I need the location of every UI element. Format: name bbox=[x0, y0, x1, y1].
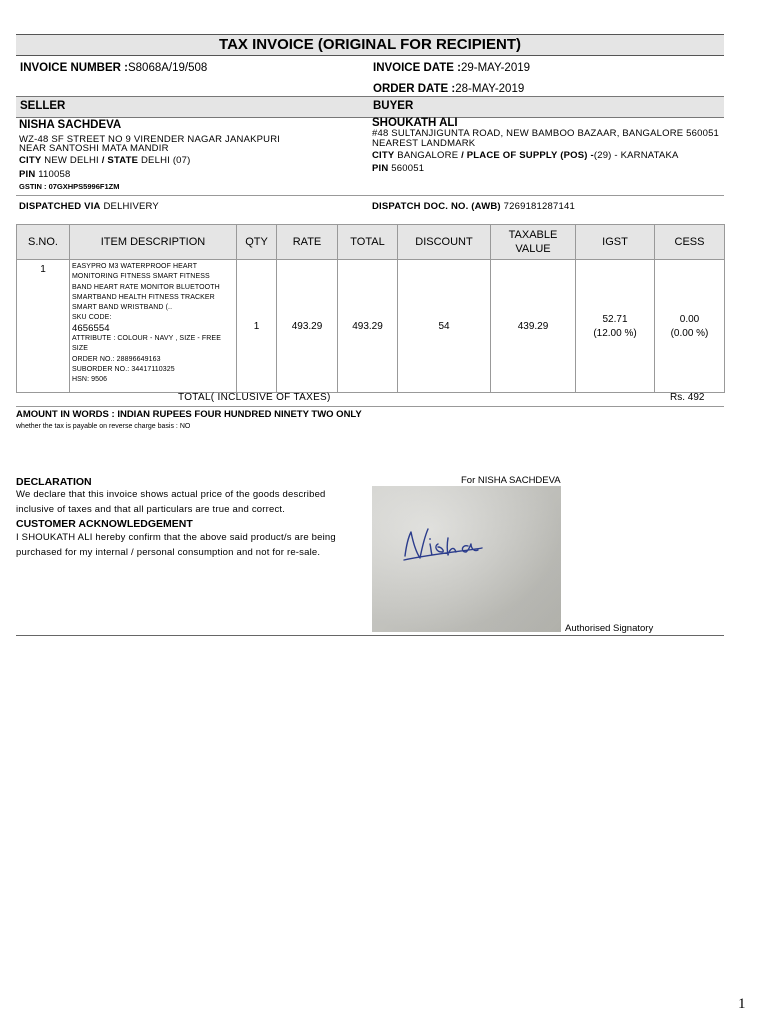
invoice-date bbox=[373, 62, 530, 74]
authorised-signatory: Authorised Signatory bbox=[565, 623, 654, 634]
declaration-text bbox=[16, 488, 326, 517]
dispatch-doc bbox=[372, 201, 575, 212]
cell-sno: 1 bbox=[17, 260, 70, 393]
signature-scribble bbox=[372, 486, 561, 632]
dispatched-via-value: DELHIVERY bbox=[103, 201, 159, 212]
declaration-line: We declare that this invoice shows actual price of the goods described bbox=[16, 489, 326, 500]
col-header-rate: RATE bbox=[277, 225, 338, 260]
buyer-name: SHOUKATH ALI bbox=[372, 117, 458, 129]
buyer-city-pos bbox=[372, 150, 679, 161]
invoice-number bbox=[20, 62, 207, 74]
igst-amount: 52.71 bbox=[602, 313, 628, 325]
seller-city-state bbox=[19, 155, 191, 166]
col-header-qty: QTY bbox=[237, 225, 277, 260]
invoice-title: TAX INVOICE (ORIGINAL FOR RECIPIENT) bbox=[16, 34, 724, 56]
attr-line: ATTRIBUTE : COLOUR - NAVY , SIZE - FREE bbox=[72, 335, 221, 343]
col-header-discount: DISCOUNT bbox=[398, 225, 491, 260]
buyer-pin-value: 560051 bbox=[391, 163, 425, 174]
acknowledgement-line: I SHOUKATH ALI hereby confirm that the above said product/s are being bbox=[16, 532, 336, 543]
total-label: TOTAL( INCLUSIVE OF TAXES) bbox=[178, 392, 331, 403]
desc-line: SMART BAND WRISTBAND (.. bbox=[72, 304, 173, 312]
cell-qty: 1 bbox=[237, 260, 277, 393]
seller-buyer-header bbox=[16, 96, 724, 118]
dispatched-via-label: DISPATCHED VIA bbox=[19, 201, 101, 212]
desc-line: SMARTBAND HEALTH FITNESS TRACKER bbox=[72, 293, 215, 301]
signature-image bbox=[372, 486, 561, 632]
dispatched-via bbox=[19, 201, 159, 212]
invoice-date-value: 29-MAY-2019 bbox=[460, 62, 531, 74]
declaration-heading: DECLARATION bbox=[16, 476, 92, 488]
acknowledgement-text bbox=[16, 531, 336, 560]
seller-name: NISHA SACHDEVA bbox=[19, 119, 122, 131]
buyer-pos-label: PLACE OF SUPPLY (POS) - bbox=[466, 150, 594, 161]
invoice-number-label: INVOICE NUMBER : bbox=[20, 62, 128, 74]
dispatch-doc-value: 7269181287141 bbox=[503, 201, 575, 212]
buyer-city-label: CITY bbox=[372, 150, 395, 161]
invoice-number-value: S8068A/19/508 bbox=[127, 62, 208, 74]
buyer-address-line2: NEAREST LANDMARK bbox=[372, 138, 476, 149]
seller-gstin: GSTIN : 07GXHPS5996F1ZM bbox=[19, 182, 120, 191]
order-date bbox=[373, 83, 524, 95]
col-header-description: ITEM DESCRIPTION bbox=[70, 225, 237, 260]
amount-in-words: AMOUNT IN WORDS : INDIAN RUPEES FOUR HUNDRED NINETY TWO ONLY bbox=[16, 409, 362, 420]
col-header-sno: S.NO. bbox=[17, 225, 70, 260]
seller-state-label: STATE bbox=[107, 155, 139, 166]
attr-line: HSN: 9506 bbox=[72, 376, 108, 384]
desc-line: BAND HEART RATE MONITOR BLUETOOTH bbox=[72, 283, 220, 291]
for-seller-label: For NISHA SACHDEVA bbox=[461, 475, 561, 486]
cell-igst bbox=[576, 260, 655, 393]
acknowledgement-line: purchased for my internal / personal consumption and not for re-sale. bbox=[16, 546, 321, 558]
seller-heading: SELLER bbox=[20, 100, 66, 112]
dispatch-doc-label: DISPATCH DOC. NO. (AWB) bbox=[372, 201, 501, 212]
cell-taxable: 439.29 bbox=[491, 260, 576, 393]
seller-city-value: NEW DELHI bbox=[44, 155, 99, 166]
col-header-total: TOTAL bbox=[338, 225, 398, 260]
desc-line: MONITORING FITNESS SMART FITNESS bbox=[72, 273, 210, 281]
acknowledgement-heading: CUSTOMER ACKNOWLEDGEMENT bbox=[16, 518, 193, 530]
declaration-line: inclusive of taxes and that all particulars are true and correct. bbox=[16, 503, 286, 515]
order-date-value: 28-MAY-2019 bbox=[455, 83, 525, 95]
desc-line: EASYPRO M3 WATERPROOF HEART bbox=[72, 263, 198, 270]
seller-state-value: DELHI (07) bbox=[141, 155, 191, 166]
seller-pin bbox=[19, 169, 70, 180]
total-value: Rs. 492 bbox=[670, 392, 705, 403]
buyer-heading: BUYER bbox=[373, 100, 414, 112]
seller-address-line2: NEAR SANTOSHI MATA MANDIR bbox=[19, 143, 169, 154]
cess-amount: 0.00 bbox=[679, 313, 700, 325]
sku-code: 4656554 bbox=[72, 322, 110, 334]
divider bbox=[16, 195, 724, 196]
seller-pin-value: 110058 bbox=[38, 169, 71, 180]
seller-slash: / bbox=[101, 155, 105, 166]
col-header-taxable: TAXABLE VALUE bbox=[491, 225, 576, 260]
desc-line: SKU CODE: bbox=[72, 314, 112, 322]
attr-line: SIZE bbox=[72, 345, 88, 353]
cell-cess bbox=[655, 260, 725, 393]
seller-pin-label: PIN bbox=[19, 169, 36, 180]
cell-total: 493.29 bbox=[338, 260, 398, 393]
buyer-pos-value: (29) - KARNATAKA bbox=[593, 150, 679, 161]
buyer-slash: / bbox=[461, 150, 464, 161]
igst-rate: (12.00 %) bbox=[593, 327, 637, 339]
buyer-pin bbox=[372, 163, 424, 174]
buyer-pin-label: PIN bbox=[372, 163, 389, 174]
cell-discount: 54 bbox=[398, 260, 491, 393]
cell-rate: 493.29 bbox=[277, 260, 338, 393]
invoice-date-label: INVOICE DATE : bbox=[373, 62, 461, 74]
seller-address-line1: WZ-48 SF STREET NO 9 VIRENDER NAGAR JANAKPURI bbox=[19, 134, 281, 145]
items-table bbox=[16, 224, 725, 393]
buyer-address-line1: #48 SULTANJIGUNTA ROAD, NEW BAMBOO BAZAAR, BANGALORE 560051 bbox=[372, 128, 720, 139]
cell-description bbox=[70, 260, 237, 393]
col-header-cess: CESS bbox=[655, 225, 725, 260]
total-row bbox=[16, 390, 724, 407]
buyer-city-value: BANGALORE bbox=[397, 150, 459, 161]
seller-city-label: CITY bbox=[19, 155, 42, 166]
cess-rate: (0.00 %) bbox=[670, 327, 709, 339]
page-number: 1 bbox=[738, 996, 746, 1012]
reverse-charge-note: whether the tax is payable on reverse charge basis : NO bbox=[16, 423, 191, 430]
table-row bbox=[17, 260, 725, 393]
attr-line: ORDER NO.: 28896649163 bbox=[72, 355, 161, 363]
footer-divider bbox=[16, 635, 724, 636]
col-header-igst: IGST bbox=[576, 225, 655, 260]
table-header-row bbox=[17, 225, 725, 260]
order-date-label: ORDER DATE : bbox=[373, 83, 456, 95]
attr-line: SUBORDER NO.: 34417110325 bbox=[72, 365, 175, 373]
